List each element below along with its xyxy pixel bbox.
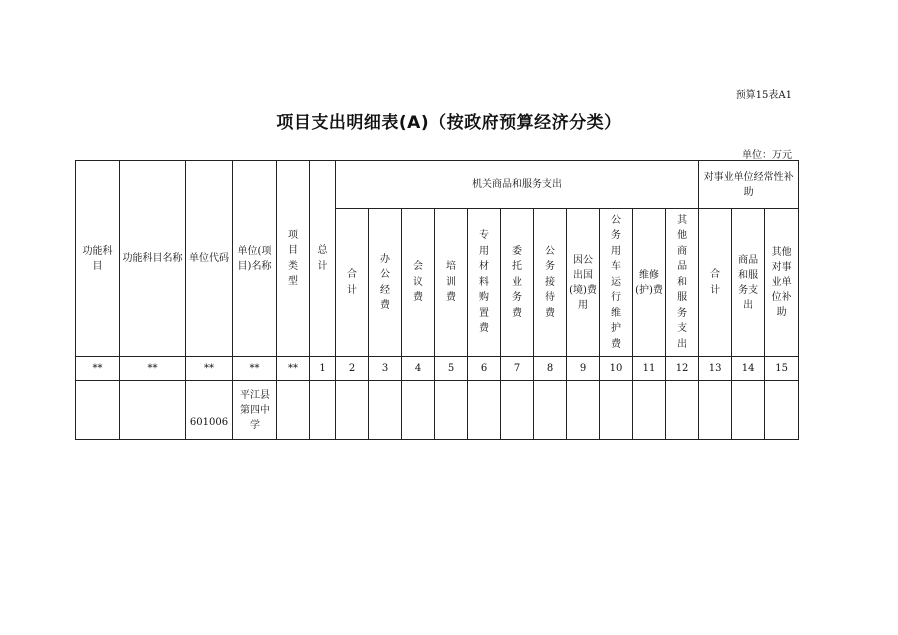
index-cell: 3 bbox=[369, 357, 402, 381]
cell-value bbox=[699, 381, 732, 440]
cell-value bbox=[732, 381, 765, 440]
index-cell: 10 bbox=[600, 357, 633, 381]
cell-value bbox=[600, 381, 633, 440]
index-cell: 13 bbox=[699, 357, 732, 381]
header-col bbox=[402, 209, 435, 357]
header-col-text: 合计 bbox=[710, 269, 721, 296]
header-col bbox=[699, 209, 732, 357]
cell-func-name bbox=[120, 381, 186, 440]
header-col-text: 培训费 bbox=[446, 261, 456, 304]
table-row bbox=[76, 381, 799, 440]
cell-unit-code bbox=[186, 381, 233, 440]
header-col-text: 公务用车运行维护费 bbox=[611, 214, 621, 350]
index-cell: ** bbox=[186, 357, 233, 381]
cell-value bbox=[501, 381, 534, 440]
cell-func-code bbox=[76, 381, 120, 440]
header-col bbox=[666, 209, 699, 357]
cell-value bbox=[336, 381, 369, 440]
header-proj-type bbox=[277, 161, 310, 357]
header-col bbox=[765, 209, 799, 357]
header-col bbox=[534, 209, 567, 357]
cell-proj-type bbox=[277, 381, 310, 440]
cell-value bbox=[369, 381, 402, 440]
index-cell: ** bbox=[233, 357, 277, 381]
cell-unit-code-text: 601006 bbox=[189, 417, 229, 428]
unit-label: 单位：万元 bbox=[742, 150, 792, 161]
index-cell: ** bbox=[277, 357, 310, 381]
index-cell: 9 bbox=[567, 357, 600, 381]
header-col-text: 委托业务费 bbox=[512, 245, 522, 319]
header-group-subsidy: 对事业单位经常性补助 bbox=[699, 161, 799, 209]
header-col-text: 商品和服务支出 bbox=[738, 254, 759, 311]
header-total-text: 总计 bbox=[317, 245, 328, 272]
expenditure-table bbox=[75, 160, 799, 440]
index-cell: 14 bbox=[732, 357, 765, 381]
index-cell: 8 bbox=[534, 357, 567, 381]
header-col-text: 维修(护)费 bbox=[635, 269, 663, 296]
header-col bbox=[369, 209, 402, 357]
header-col-text: 公务接待费 bbox=[545, 245, 555, 319]
index-cell: 4 bbox=[402, 357, 435, 381]
cell-value bbox=[633, 381, 666, 440]
header-proj-type-text: 项目类型 bbox=[288, 229, 298, 287]
header-func-code: 功能科目 bbox=[76, 161, 120, 357]
header-col-text: 其他对事业单位补助 bbox=[771, 247, 792, 318]
index-cell: 1 bbox=[310, 357, 336, 381]
index-cell: 11 bbox=[633, 357, 666, 381]
header-col bbox=[600, 209, 633, 357]
header-group-goods: 机关商品和服务支出 bbox=[336, 161, 699, 209]
index-cell: 7 bbox=[501, 357, 534, 381]
header-row-1 bbox=[76, 161, 799, 209]
header-unit-name: 单位(项目)名称 bbox=[233, 161, 277, 357]
cell-value bbox=[402, 381, 435, 440]
header-col-text: 专用材料购置费 bbox=[479, 230, 489, 335]
index-row bbox=[76, 357, 799, 381]
index-cell: 5 bbox=[435, 357, 468, 381]
header-col bbox=[501, 209, 534, 357]
cell-value bbox=[666, 381, 699, 440]
header-col-text: 其他商品和服务支出 bbox=[677, 214, 688, 350]
cell-value bbox=[468, 381, 501, 440]
header-col bbox=[633, 209, 666, 357]
page-title: 项目支出明细表(A)（按政府预算经济分类） bbox=[276, 113, 622, 133]
cell-value bbox=[534, 381, 567, 440]
index-cell: ** bbox=[76, 357, 120, 381]
header-col-text: 合计 bbox=[347, 269, 357, 296]
cell-value bbox=[765, 381, 799, 440]
index-cell: 15 bbox=[765, 357, 799, 381]
header-col bbox=[336, 209, 369, 357]
header-col bbox=[435, 209, 468, 357]
cell-value bbox=[435, 381, 468, 440]
header-col-text: 因公出国(境)费用 bbox=[569, 254, 597, 311]
cell-value bbox=[567, 381, 600, 440]
index-cell: ** bbox=[120, 357, 186, 381]
index-cell: 2 bbox=[336, 357, 369, 381]
header-col-text: 办公经费 bbox=[380, 253, 390, 311]
header-total bbox=[310, 161, 336, 357]
header-col bbox=[732, 209, 765, 357]
header-col-text: 会议费 bbox=[413, 261, 423, 304]
index-cell: 12 bbox=[666, 357, 699, 381]
header-col bbox=[468, 209, 501, 357]
cell-unit-name: 平江县第四中学 bbox=[233, 381, 277, 440]
header-func-name: 功能科目名称 bbox=[120, 161, 186, 357]
cell-value bbox=[310, 381, 336, 440]
header-col bbox=[567, 209, 600, 357]
form-code: 预算15表A1 bbox=[735, 90, 792, 101]
header-unit-code: 单位代码 bbox=[186, 161, 233, 357]
index-cell: 6 bbox=[468, 357, 501, 381]
